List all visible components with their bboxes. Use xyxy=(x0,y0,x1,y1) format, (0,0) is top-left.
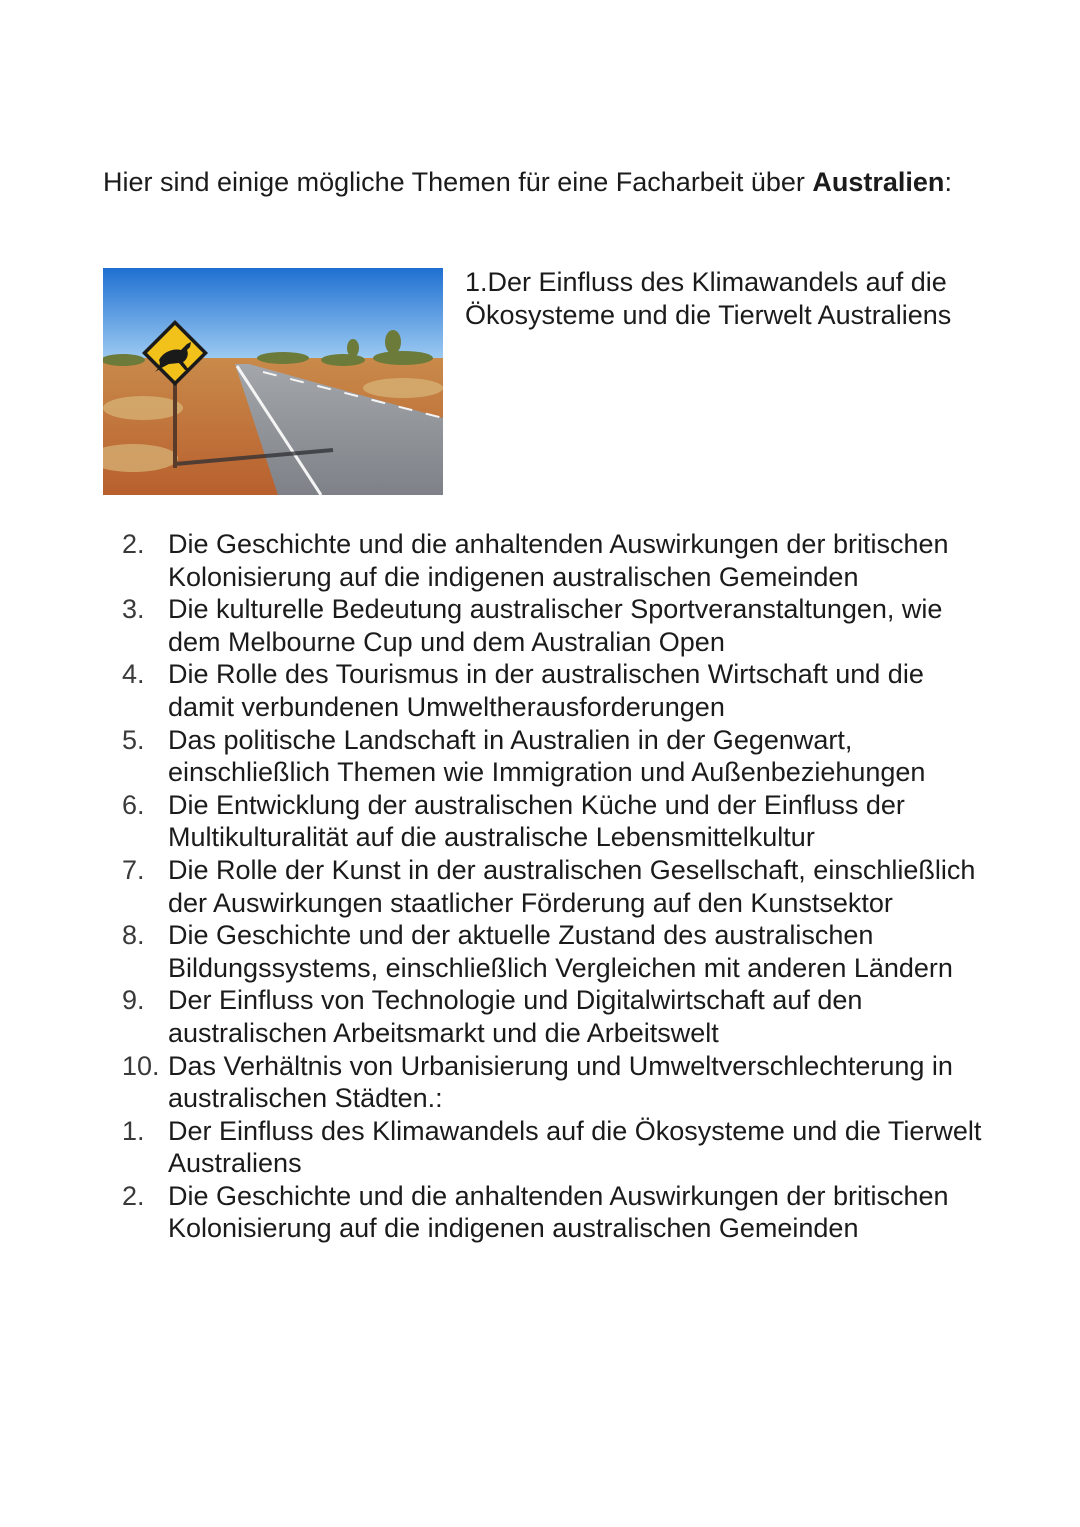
list-text: Das Verhältnis von Urbanisierung und Umweltverschlechterung in australischen Städten.: xyxy=(168,1050,953,1114)
list-text: Die Geschichte und die anhaltenden Auswirkungen der britischen Kolonisierung auf die indigenen australischen Gemeinden xyxy=(168,529,949,592)
australia-road-photo xyxy=(103,268,443,495)
list-number: 1. xyxy=(122,1115,145,1146)
list-item xyxy=(0,789,1080,854)
list-number: 3. xyxy=(122,594,145,625)
list-text: Der Einfluss des Klimawandels auf die Ökosysteme und die Tierwelt Australiens xyxy=(168,1115,982,1179)
list-item xyxy=(0,528,1080,593)
first-topic-text: 1.Der Einfluss des Klimawandels auf die Ökosysteme und die Tierwelt Australiens xyxy=(465,267,952,330)
list-number: 10. xyxy=(122,1050,160,1081)
list-number: 9. xyxy=(122,985,145,1016)
list-text: Die Entwicklung der australischen Küche und der Einfluss der Multikulturalität auf die australische Lebensmittelkultur xyxy=(168,789,905,853)
list-text: Die kulturelle Bedeutung australischer Sportveranstaltungen, wie dem Melbourne Cup und dem Australian Open xyxy=(168,594,943,657)
list-number: 6. xyxy=(122,789,145,820)
list-text: Das politische Landschaft in Australien in der Gegenwart, einschließlich Themen wie Immigration und Außenbeziehungen xyxy=(168,724,926,788)
list-number: 5. xyxy=(122,724,145,755)
list-item xyxy=(0,1050,1080,1115)
list-number: 2. xyxy=(122,529,145,559)
list-text: Die Geschichte und die anhaltenden Auswirkungen der britischen Kolonisierung auf die indigenen australischen Gemeinden xyxy=(168,1180,949,1244)
list-item xyxy=(0,919,1080,984)
intro-text: Hier sind einige mögliche Themen für eine Facharbeit über xyxy=(103,167,813,197)
list-item xyxy=(0,1115,1080,1180)
list-text: Die Rolle des Tourismus in der australischen Wirtschaft und die damit verbundenen Umweltherausforderungen xyxy=(168,659,924,722)
list-number: 4. xyxy=(122,659,145,690)
list-item xyxy=(0,1180,1080,1245)
list-number: 7. xyxy=(122,854,145,885)
list-item xyxy=(0,984,1080,1049)
list-number: 2. xyxy=(122,1180,145,1211)
list-item xyxy=(0,854,1080,919)
list-item xyxy=(0,658,1080,723)
list-number: 8. xyxy=(122,920,145,951)
list-item xyxy=(0,593,1080,658)
list-item xyxy=(0,724,1080,789)
list-text: Der Einfluss von Technologie und Digitalwirtschaft auf den australischen Arbeitsmarkt und die Arbeitswelt xyxy=(168,985,863,1048)
intro-bold-word: Australien xyxy=(812,167,945,197)
intro-paragraph xyxy=(103,166,983,199)
intro-colon: : xyxy=(944,167,952,197)
list-text: Die Geschichte und der aktuelle Zustand des australischen Bildungssystems, einschließlich Vergleichen mit anderen Ländern xyxy=(168,920,953,983)
list-text: Die Rolle der Kunst in der australischen Gesellschaft, einschließlich der Auswirkungen staatlicher Förderung auf den Kunstsektor xyxy=(168,854,976,918)
topic-list xyxy=(0,528,1080,1245)
